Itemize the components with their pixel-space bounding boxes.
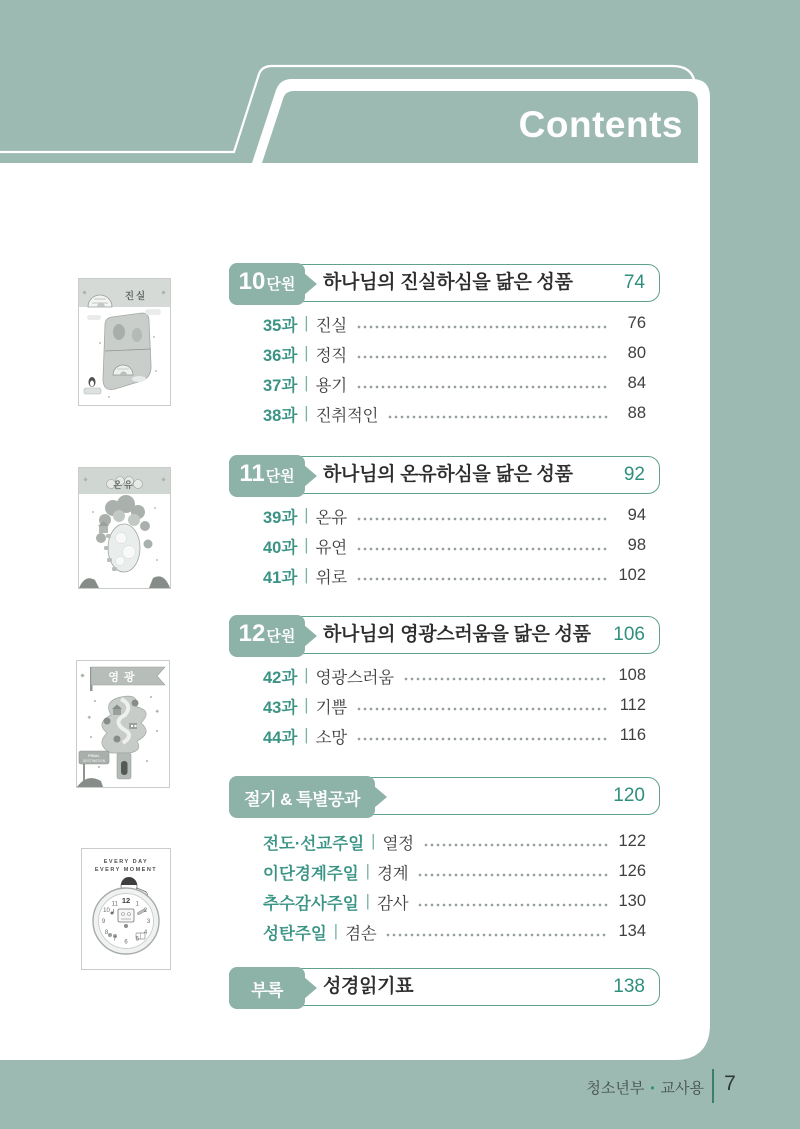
illustration-clock bbox=[81, 848, 171, 970]
lesson-number: 36과 bbox=[263, 346, 298, 365]
clock-number: 3 bbox=[146, 919, 151, 925]
gentleness-pond-graphic bbox=[79, 468, 170, 588]
clock-number: 1 bbox=[135, 901, 139, 908]
separator-bar: | bbox=[304, 314, 309, 332]
lesson-title: 열정 bbox=[382, 834, 414, 853]
toc-row bbox=[263, 506, 646, 525]
dot-leader bbox=[356, 696, 608, 715]
dot-leader bbox=[356, 566, 608, 585]
illustration-art bbox=[77, 667, 165, 787]
section-title: 하나님의 온유하심을 닮은 성품 bbox=[323, 464, 573, 485]
lesson-title: 정직 bbox=[315, 346, 347, 365]
lesson-page-number: 98 bbox=[627, 536, 646, 554]
lesson-list bbox=[263, 666, 646, 745]
footer-page-number: 7 bbox=[724, 1072, 736, 1095]
separator-bar: | bbox=[304, 404, 309, 422]
dot-leader bbox=[356, 726, 608, 745]
unit-number: 12 bbox=[238, 620, 266, 647]
unit-badge bbox=[229, 455, 305, 497]
lesson-page-number: 102 bbox=[618, 566, 646, 584]
lesson-page-number: 94 bbox=[627, 506, 646, 524]
separator-bar: | bbox=[304, 726, 309, 744]
unit-suffix: 단원 bbox=[266, 276, 296, 293]
lesson-number: 이단경계주일 bbox=[263, 864, 359, 883]
separator-bar: | bbox=[333, 922, 339, 940]
dot-leader bbox=[356, 314, 608, 333]
section-bar bbox=[230, 456, 660, 494]
lesson-number: 성탄주일 bbox=[263, 924, 327, 943]
toc-row bbox=[263, 922, 646, 941]
section-title: 성경읽기표 bbox=[323, 976, 414, 997]
clock-number: 11 bbox=[111, 901, 118, 908]
illustration-gentleness bbox=[78, 467, 171, 589]
clock-graphic bbox=[82, 849, 170, 969]
lesson-list bbox=[263, 314, 646, 423]
lesson-title: 영광스러움 bbox=[315, 668, 394, 687]
dot-leader bbox=[356, 536, 608, 555]
separator-bar: | bbox=[304, 566, 309, 584]
lesson-list bbox=[263, 832, 646, 941]
lesson-number: 39과 bbox=[263, 508, 298, 527]
section-page-number: 92 bbox=[623, 464, 645, 485]
section-page-number: 138 bbox=[613, 976, 645, 997]
dot-leader bbox=[417, 862, 608, 881]
toc-row bbox=[263, 832, 646, 851]
lesson-number: 44과 bbox=[263, 728, 298, 747]
section-title: 하나님의 영광스러움을 닮은 성품 bbox=[323, 624, 591, 645]
toc-row bbox=[263, 696, 646, 715]
dot-leader bbox=[423, 832, 608, 851]
clock-number: 10 bbox=[103, 908, 110, 914]
sign-text-line1: FINAL bbox=[88, 753, 100, 758]
lesson-number: 43과 bbox=[263, 698, 298, 717]
separator-bar: | bbox=[304, 666, 309, 684]
toc-row bbox=[263, 536, 646, 555]
separator-bar: | bbox=[304, 344, 309, 362]
section-bar bbox=[230, 616, 660, 654]
unit-number: 10 bbox=[238, 268, 266, 295]
clock-number: 12 bbox=[121, 896, 131, 905]
section-unit-12 bbox=[230, 616, 660, 756]
lesson-title: 경계 bbox=[376, 864, 409, 883]
lesson-title: 진실 bbox=[315, 316, 347, 335]
lesson-number: 42과 bbox=[263, 668, 298, 687]
footer-label bbox=[586, 1077, 704, 1098]
toc-row bbox=[263, 892, 646, 911]
dot-leader bbox=[417, 892, 608, 911]
clock-number: 4 bbox=[143, 930, 148, 936]
lesson-number: 37과 bbox=[263, 376, 298, 395]
clock-number: 6 bbox=[124, 939, 128, 946]
lesson-title: 감사 bbox=[376, 894, 409, 913]
section-appendix bbox=[230, 968, 660, 1006]
illustration-caption-line2: EVERY MOMENT bbox=[94, 867, 158, 873]
lesson-page-number: 84 bbox=[627, 374, 646, 392]
lesson-number: 추수감사주일 bbox=[263, 894, 359, 913]
section-title: 하나님의 진실하심을 닮은 성품 bbox=[323, 272, 573, 293]
dot-leader bbox=[356, 374, 608, 393]
clock-number: 2 bbox=[143, 908, 148, 914]
clock-number: 7 bbox=[113, 936, 117, 943]
badge-label: 부록 bbox=[251, 980, 283, 1000]
lesson-page-number: 112 bbox=[619, 696, 646, 714]
section-bar bbox=[230, 777, 660, 815]
dot-leader bbox=[356, 344, 608, 363]
separator-bar: | bbox=[365, 862, 370, 880]
lesson-page-number: 130 bbox=[618, 892, 646, 910]
unit-number: 11 bbox=[239, 460, 265, 487]
separator-bar: | bbox=[304, 536, 309, 554]
lesson-title: 소망 bbox=[315, 728, 347, 747]
lesson-page-number: 126 bbox=[618, 862, 646, 880]
separator-bar: | bbox=[304, 374, 309, 392]
separator-bar: | bbox=[304, 696, 309, 714]
illustration-caption: 온유 bbox=[113, 480, 135, 490]
unit-badge bbox=[229, 615, 305, 657]
lesson-page-number: 134 bbox=[618, 922, 646, 940]
toc-row bbox=[263, 314, 646, 333]
toc-row bbox=[263, 374, 646, 393]
lesson-page-number: 122 bbox=[618, 832, 646, 850]
appendix-badge bbox=[229, 967, 305, 1009]
sign-text-line2: DESTINATION bbox=[82, 759, 106, 763]
illustration-truth bbox=[78, 278, 171, 406]
toc-row bbox=[263, 666, 646, 685]
footer-ministry: 청소년부 bbox=[586, 1080, 645, 1097]
separator-bar: | bbox=[365, 892, 370, 910]
section-page-number: 74 bbox=[623, 272, 645, 293]
unit-suffix: 단원 bbox=[265, 468, 295, 485]
badge-label: 절기 & 특별공과 bbox=[244, 789, 360, 809]
dot-leader bbox=[387, 404, 608, 423]
lesson-title: 유연 bbox=[315, 538, 347, 557]
footer-dot-icon: • bbox=[650, 1080, 655, 1095]
page-title: Contents bbox=[518, 104, 683, 145]
lesson-page-number: 108 bbox=[618, 666, 646, 684]
lesson-number: 40과 bbox=[263, 538, 298, 557]
illustration-caption: 영광 bbox=[108, 671, 140, 684]
dot-leader bbox=[403, 666, 608, 685]
seasonal-badge bbox=[229, 776, 375, 818]
toc-row bbox=[263, 726, 646, 745]
section-page-number: 120 bbox=[613, 785, 645, 806]
section-unit-10 bbox=[230, 264, 660, 434]
unit-suffix: 단원 bbox=[266, 628, 296, 645]
lesson-title: 위로 bbox=[315, 568, 347, 587]
truth-igloo-graphic bbox=[79, 279, 170, 405]
separator-bar: | bbox=[371, 832, 376, 850]
separator-bar: | bbox=[304, 506, 309, 524]
dot-leader bbox=[385, 922, 608, 941]
footer-divider bbox=[712, 1069, 714, 1103]
toc-row bbox=[263, 566, 646, 585]
lesson-number: 41과 bbox=[263, 568, 298, 587]
lesson-page-number: 88 bbox=[627, 404, 646, 422]
lesson-page-number: 116 bbox=[619, 726, 646, 744]
footer-audience: 교사용 bbox=[660, 1080, 704, 1097]
lesson-title: 용기 bbox=[315, 376, 347, 395]
lesson-list bbox=[263, 506, 646, 585]
lesson-number: 전도·선교주일 bbox=[263, 834, 365, 853]
section-unit-11 bbox=[230, 456, 660, 596]
lesson-title: 온유 bbox=[315, 508, 347, 527]
illustration-caption-line1: EVERY DAY bbox=[103, 859, 149, 865]
unit-badge bbox=[229, 263, 305, 305]
section-bar bbox=[230, 264, 660, 302]
clock-number: 5 bbox=[135, 936, 139, 943]
illustration-glory bbox=[76, 660, 170, 788]
toc-row bbox=[263, 404, 646, 423]
lesson-page-number: 80 bbox=[627, 344, 646, 362]
illustration-caption: 진실 bbox=[124, 291, 148, 302]
clock-number: 9 bbox=[101, 919, 106, 925]
section-page-number: 106 bbox=[613, 624, 645, 645]
glory-path-graphic bbox=[77, 661, 169, 787]
section-seasonal bbox=[230, 777, 660, 952]
clock-number: 8 bbox=[104, 930, 109, 936]
lesson-title: 기쁨 bbox=[315, 698, 347, 717]
dot-leader bbox=[356, 506, 608, 525]
lesson-title: 진취적인 bbox=[315, 406, 379, 425]
toc-row bbox=[263, 344, 646, 363]
section-bar bbox=[230, 968, 660, 1006]
lesson-title: 겸손 bbox=[345, 924, 377, 943]
lesson-number: 38과 bbox=[263, 406, 298, 425]
toc-row bbox=[263, 862, 646, 881]
lesson-number: 35과 bbox=[263, 316, 298, 335]
lesson-page-number: 76 bbox=[627, 314, 646, 332]
